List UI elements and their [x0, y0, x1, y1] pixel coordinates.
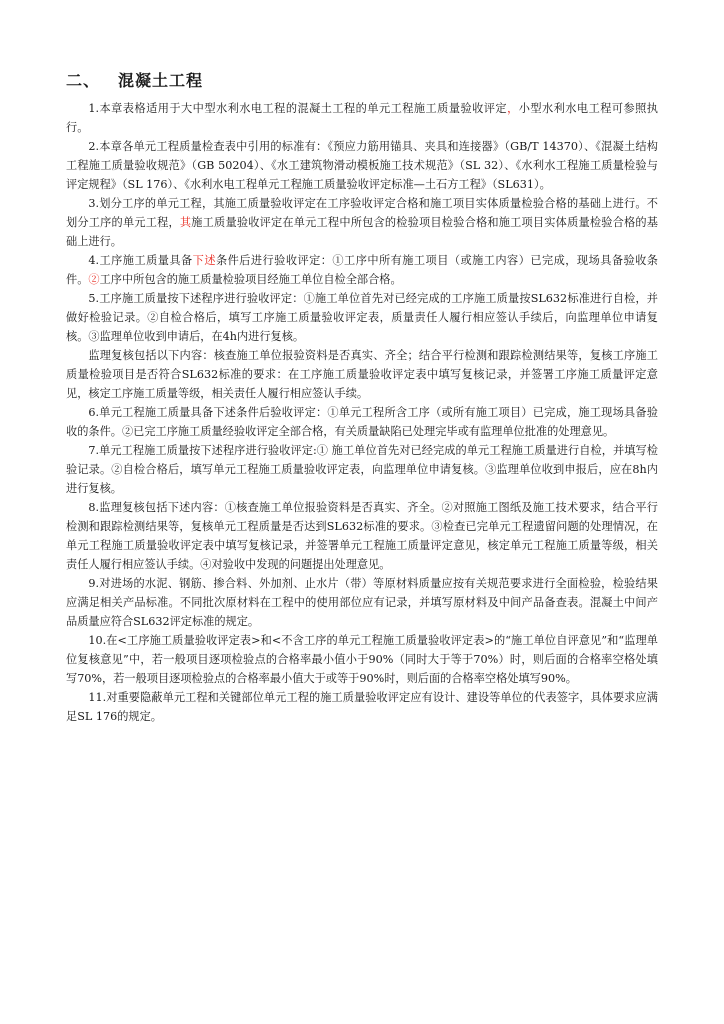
highlighted-text: 下述	[192, 254, 216, 267]
paragraph-p12	[66, 688, 658, 726]
paragraph-p1	[66, 99, 658, 137]
paragraph-p5	[66, 289, 658, 346]
paragraph-text: 7.单元工程施工质量按下述程序进行验收评定:① 施工单位首先对已经完成的单元工程施工质量进行自检，并填写检验记录。②自检合格后，填写单元工程施工质量验收评定表，向监理单位申请复核。③监理单位收到申报后，应在8h内进行复核。	[66, 444, 658, 495]
paragraph-text: 5.工序施工质量按下述程序进行验收评定：①施工单位首先对已经完成的工序施工质量按SL632标准进行自检，并做好检验记录。②自检合格后，填写工序施工质量验收评定表，质量责任人履行相应签认手续后，向监理单位申请复核。③监理单位收到申请后，在4h内进行复核。	[66, 292, 658, 343]
paragraph-text: 条件后进行验收评定：①工序中所有施工项目（或施工内容）已完成，现场具备验收条件。	[66, 254, 658, 286]
section-title: 混凝土工程	[118, 71, 204, 90]
paragraph-p2	[66, 137, 658, 194]
paragraph-text: 9.对进场的水泥、钢筋、掺合料、外加剂、止水片（带）等原材料质量应按有关规范要求进行全面检验，检验结果应满足相关产品标准。不同批次原材料在工程中的使用部位应有记录，并填写原材料及中间产品备查表。混凝土中间产品质量应符合SL632评定标准的规定。	[66, 577, 658, 628]
paragraph-p6	[66, 346, 658, 403]
highlighted-text: 其	[179, 216, 192, 229]
paragraph-text: 监理复核包括以下内容：核查施工单位报验资料是否真实、齐全；结合平行检测和跟踪检测结果等，复核工序施工质量检验项目是否符合SL632标准的要求：在工序施工质量验收评定表中填写复核记录，并签署工序施工质量评定意见，核定工序施工质量等级，相关责任人履行相应签认手续。	[66, 349, 658, 400]
paragraph-text: 11.对重要隐蔽单元工程和关键部位单元工程的施工质量验收评定应有设计、建设等单位的代表签字，具体要求应满足SL 176的规定。	[66, 691, 658, 723]
paragraph-p11	[66, 631, 658, 688]
highlighted-text: ②	[88, 273, 100, 286]
paragraph-text: 工序中所包含的施工质量检验项目经施工单位自检全部合格。	[99, 273, 402, 286]
highlighted-text: ，	[507, 102, 519, 115]
document-body	[66, 99, 658, 726]
paragraph-p4	[66, 251, 658, 289]
paragraph-text: 6.单元工程施工质量具备下述条件后验收评定：①单元工程所含工序（或所有施工项目）已完成，施工现场具备验收的条件。②已完工序施工质量经验收评定全部合格，有关质量缺陷已处理完毕或有监理单位批准的处理意见。	[66, 406, 658, 438]
paragraph-text: 8.监理复核包括下述内容：①核查施工单位报验资料是否真实、齐全。②对照施工图纸及施工技术要求，结合平行检测和跟踪检测结果等，复核单元工程质量是否达到SL632标准的要求。③检查已完单元工程遗留问题的处理情况，在单元工程施工质量验收评定表中填写复核记录，并签署单元工程施工质量评定意见，核定单元工程施工质量等级，相关责任人履行相应签认手续。④对验收中发现的问题提出处理意见。	[66, 501, 658, 571]
paragraph-p8	[66, 441, 658, 498]
paragraph-text: 1.本章表格适用于大中型水利水电工程的混凝土工程的单元工程施工质量验收评定	[88, 102, 508, 115]
paragraph-text: 10.在<工序施工质量验收评定表>和<不含工序的单元工程施工质量验收评定表>的“施工单位自评意见”和“监理单位复核意见”中，若一般项目逐项检验点的合格率最小值小于90%（同时大于等于70%）时，则后面的合格率空格处填写70%，若一般项目逐项检验点的合格率最小值大于或等于90%时，则后面的合格率空格处填写90%。	[66, 634, 658, 685]
paragraph-text: 3.划分工序的单元工程，其施工质量验收评定在工序验收评定合格和施工项目实体质量检验合格的基础上进行。不划分工序的单元工程，	[66, 197, 658, 229]
section-number: 二、	[66, 71, 101, 90]
paragraph-p3	[66, 194, 658, 251]
paragraph-text: 4.工序施工质量具备	[88, 254, 193, 267]
paragraph-p7	[66, 403, 658, 441]
paragraph-text: 施工质量验收评定在单元工程中所包含的检验项目检验合格和施工项目实体质量检验合格的基础上进行。	[66, 216, 658, 248]
paragraph-p10	[66, 574, 658, 631]
paragraph-text: 2.本章各单元工程质量检查表中引用的标准有：《预应力筋用锚具、夹具和连接器》（GB/T 14370）、《混凝土结构工程施工质量验收规范》（GB 50204）、《水工建筑物滑动模板施工技术规范》（SL 32）、《水利水工程施工质量检验与评定规程》（SL 176）、《水利水电工程单元工程施工质量验收评定标准—土石方工程》（SL631）。	[66, 140, 658, 191]
paragraph-text: 小型水利水电工程可参照执行。	[66, 102, 658, 134]
paragraph-p9	[66, 498, 658, 574]
section-heading	[66, 68, 203, 91]
